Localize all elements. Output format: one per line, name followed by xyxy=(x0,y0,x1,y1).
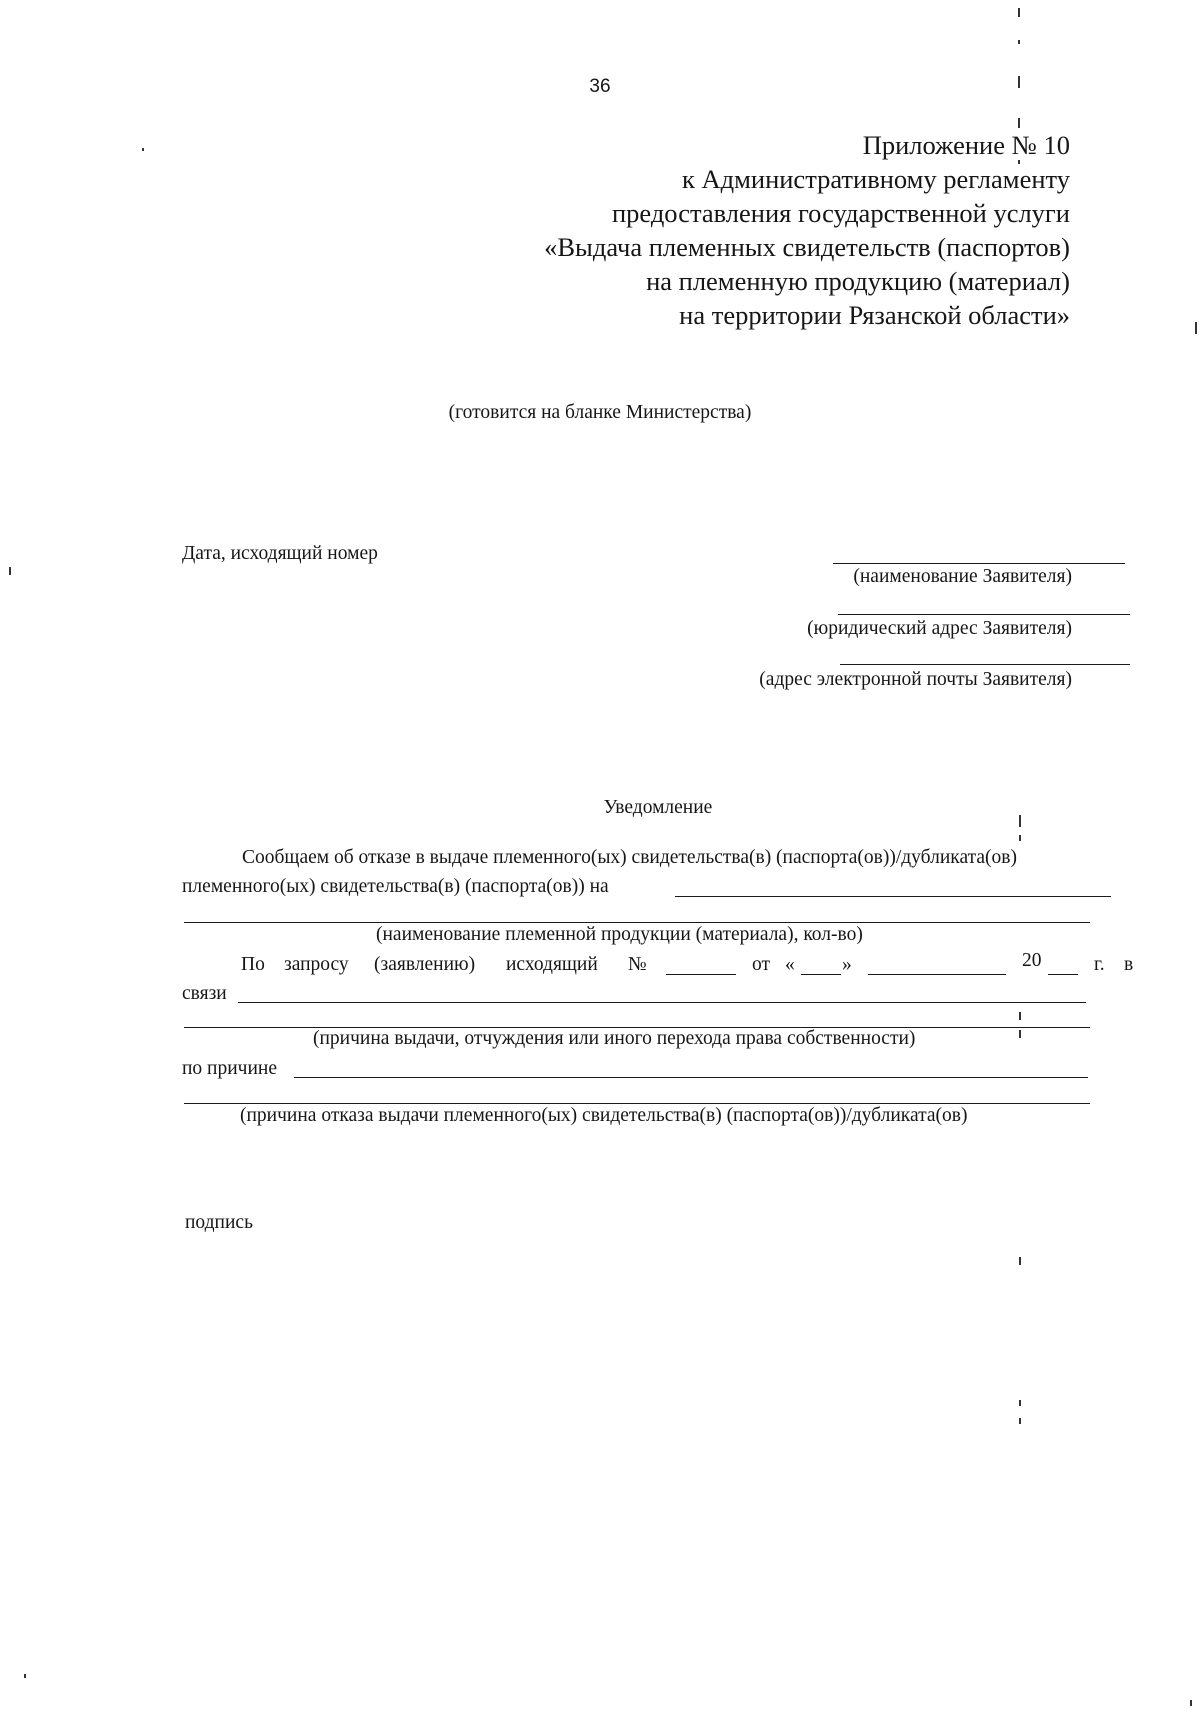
product-fill-line-2 xyxy=(184,922,1090,923)
page-number: 36 xyxy=(589,76,611,97)
letterhead-note: (готовится на бланке Министерства) xyxy=(448,402,752,423)
request-year-field xyxy=(1048,974,1078,975)
refusal-reason-caption: (причина отказа выдачи племенного(ых) свидетельства(в) (паспорта(ов))/дубликата(ов) xyxy=(240,1105,968,1126)
applicant-name-caption: (наименование Заявителя) xyxy=(853,566,1072,587)
appendix-number: Приложение № 10 xyxy=(862,130,1070,160)
refusal-reason-fill-line xyxy=(294,1077,1088,1078)
applicant-email-caption: (адрес электронной почты Заявителя) xyxy=(759,669,1072,690)
request-year-prefix: 20 xyxy=(1022,950,1042,971)
appendix-line-region: на территории Рязанской области» xyxy=(679,300,1070,330)
applicant-email-line xyxy=(840,664,1130,665)
appendix-line-service: предоставления государственной услуги xyxy=(611,198,1070,228)
applicant-legal-address-caption: (юридический адрес Заявителя) xyxy=(807,618,1072,639)
request-month-field xyxy=(868,974,1006,975)
notice-line-2-prefix: племенного(ых) свидетельства(в) (паспорта(ов)) на xyxy=(182,876,609,897)
request-word-ot: от xyxy=(752,954,771,975)
request-word-g: г. xyxy=(1094,954,1105,975)
appendix-header xyxy=(544,128,1070,332)
product-caption: (наименование племенной продукции (материала), кол-во) xyxy=(376,924,863,945)
request-quote-close: » xyxy=(842,954,852,975)
po-prichine-label: по причине xyxy=(182,1058,278,1079)
product-fill-line xyxy=(675,896,1111,897)
applicant-name-line xyxy=(833,563,1125,564)
appendix-line-product: на племенную продукцию (материал) xyxy=(646,266,1070,296)
request-word-zaprosu: запросу xyxy=(284,954,349,975)
refusal-reason-fill-line-2 xyxy=(184,1103,1090,1104)
request-word-iskhodyashchiy: исходящий xyxy=(506,954,598,975)
request-day-field xyxy=(801,974,841,975)
appendix-line-title: «Выдача племенных свидетельств (паспортов) xyxy=(544,232,1070,262)
notice-title: Уведомление xyxy=(603,797,713,818)
request-quote-open: « xyxy=(785,954,795,975)
request-word-zayavleniyu: (заявлению) xyxy=(374,954,476,975)
date-outgoing-number-label: Дата, исходящий номер xyxy=(182,543,378,564)
request-word-po: По xyxy=(241,954,265,975)
signature-label: подпись xyxy=(185,1212,253,1233)
request-number-field xyxy=(666,974,736,975)
issue-reason-fill-line xyxy=(238,1002,1086,1003)
svyazi-label: связи xyxy=(182,983,227,1004)
request-number-sign: № xyxy=(628,954,647,975)
issue-reason-caption: (причина выдачи, отчуждения или иного перехода права собственности) xyxy=(313,1028,916,1049)
applicant-legal-address-line xyxy=(838,614,1130,615)
request-word-v: в xyxy=(1124,954,1134,975)
notice-line-1: Сообщаем об отказе в выдаче племенного(ых) свидетельства(в) (паспорта(ов))/дубликата(ов) xyxy=(242,847,1017,868)
appendix-line-regulation: к Административному регламенту xyxy=(682,164,1070,194)
